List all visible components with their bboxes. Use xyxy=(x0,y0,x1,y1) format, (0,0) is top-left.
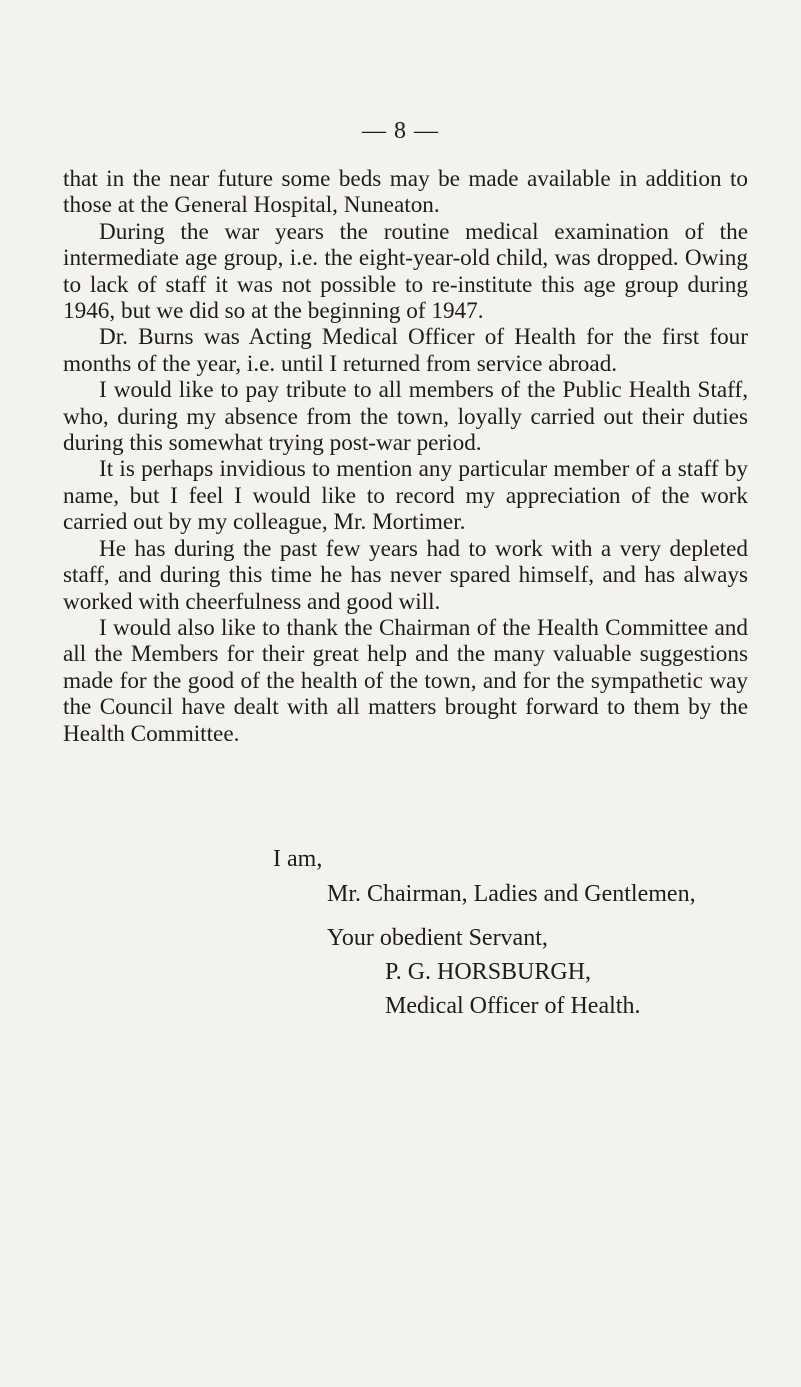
paragraph: During the war years the routine medical examination of the intermediate age group, i.e. the eight-year-old child, was dropped. Owing to lack of staff it was not possible to re-institute this age group during 1946, but we did so at the beginning of 1947. xyxy=(63,218,748,325)
closing-salutation: I am, xyxy=(273,846,323,872)
signatory-title: Medical Officer of Health. xyxy=(385,993,641,1019)
page-number: — 8 — xyxy=(362,118,439,144)
paragraph: It is perhaps invidious to mention any particular member of a staff by name, but I feel I would like to record my appreciation of the work carried out by my colleague, Mr. Mortimer. xyxy=(63,456,748,536)
paragraph: He has during the past few years had to work with a very depleted staff, and during this time he has never spared himself, and has always worked with cheerfulness and good will. xyxy=(63,535,748,615)
paragraph: that in the near future some beds may be made available in addition to those at the General Hospital, Nuneaton. xyxy=(63,166,748,219)
closing-address: Mr. Chairman, Ladies and Gentlemen, xyxy=(327,881,696,907)
closing-valediction: Your obedient Servant, xyxy=(327,925,548,951)
paragraph: I would also like to thank the Chairman of the Health Committee and all the Members for their great help and the many valuable suggestions made for the good of the health of the town, and for the sympathetic way the Council have dealt with all matters brought forward to them by the Health Committee. xyxy=(63,614,748,747)
letter-closing xyxy=(0,842,801,1023)
letter-body xyxy=(63,166,748,747)
paragraph: Dr. Burns was Acting Medical Officer of Health for the first four months of the year, i.e. until I returned from service abroad. xyxy=(63,324,748,377)
paragraph: I would like to pay tribute to all members of the Public Health Staff, who, during my absence from the town, loyally carried out their duties during this somewhat trying post-war period. xyxy=(63,377,748,457)
signatory-name: P. G. HORSBURGH, xyxy=(385,959,592,985)
